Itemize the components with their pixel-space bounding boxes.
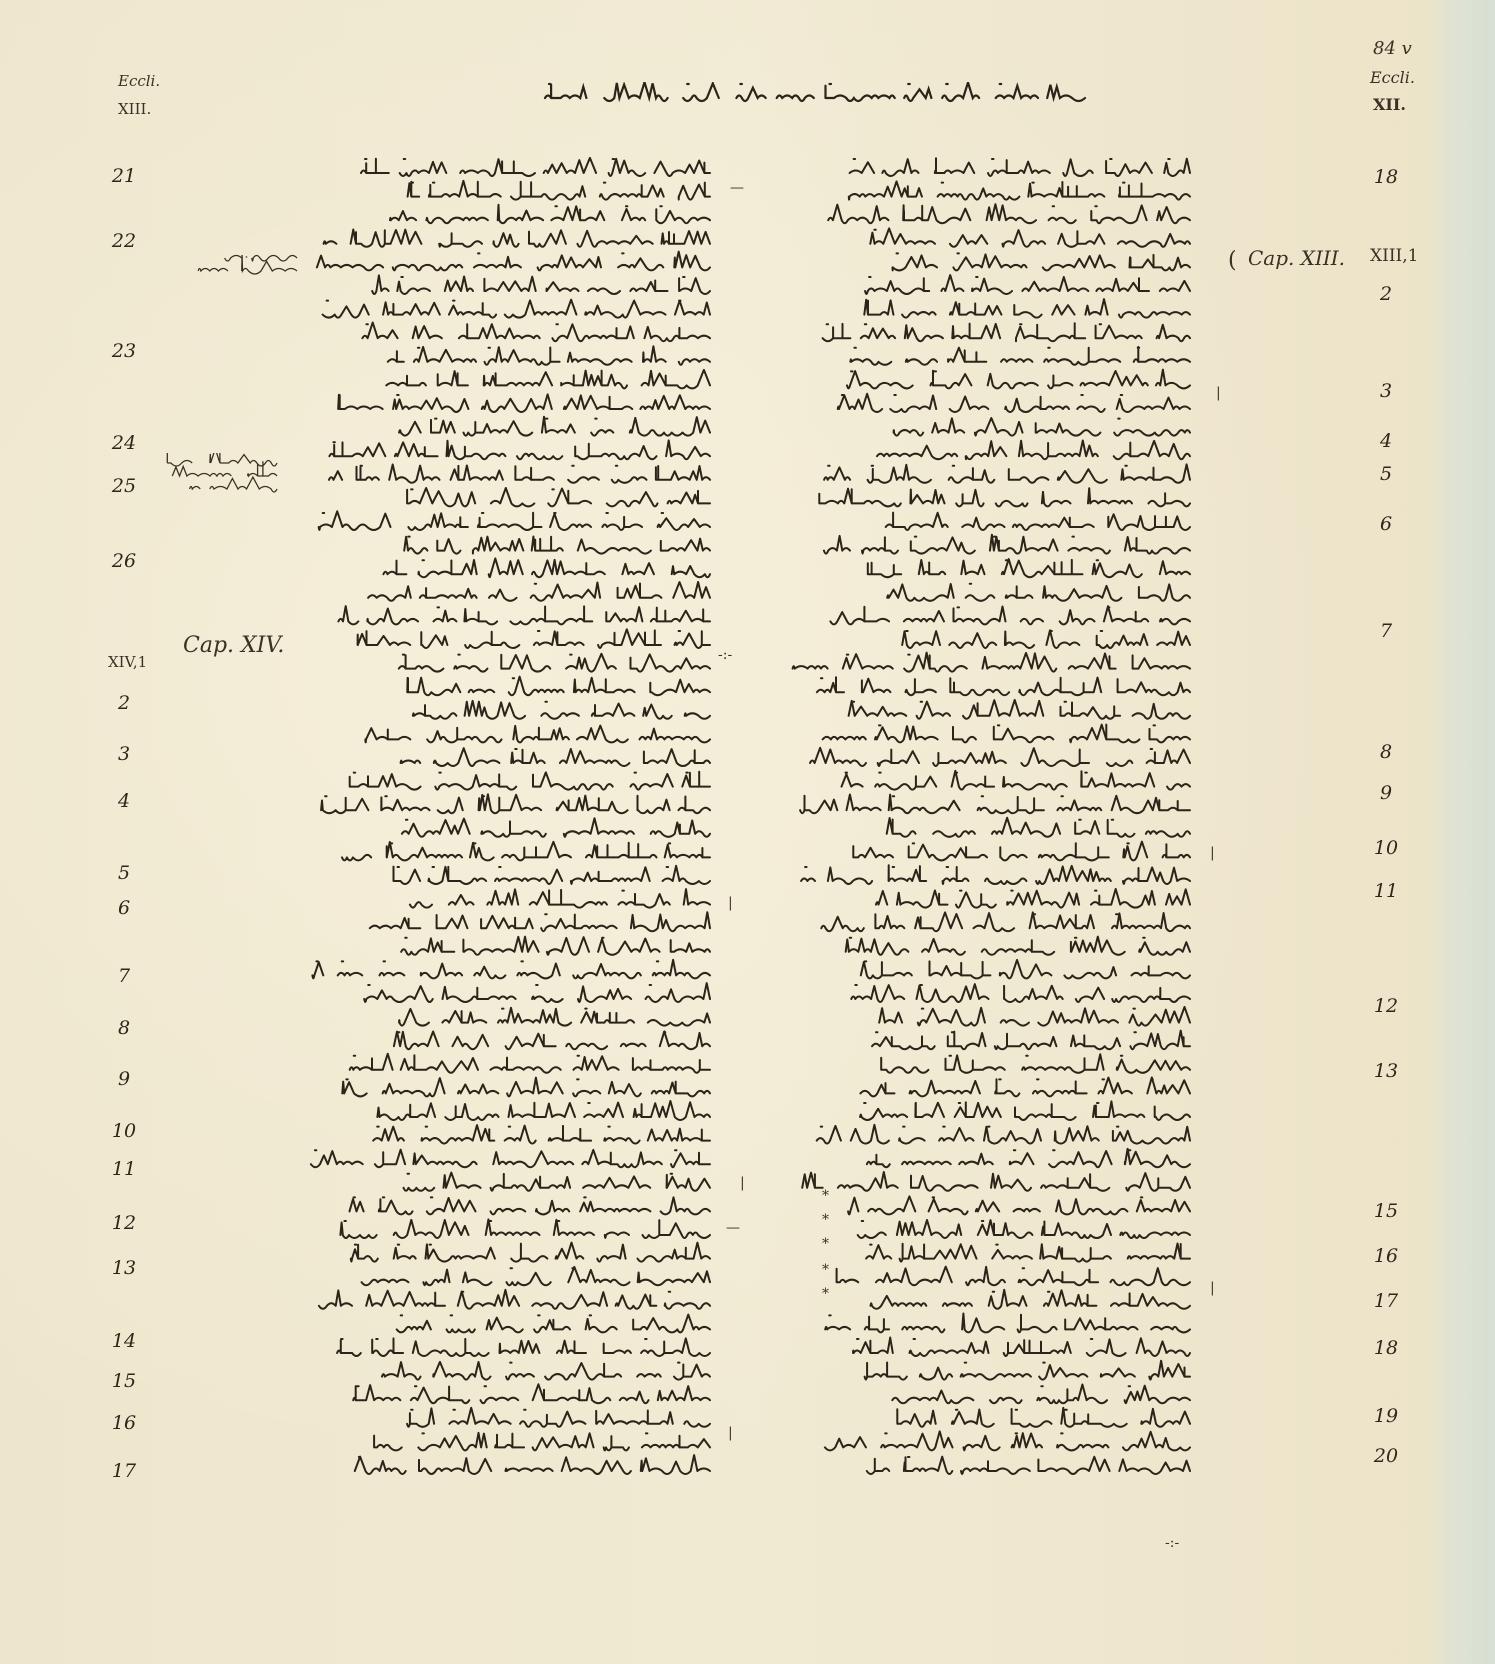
handwritten-line <box>848 1196 1190 1214</box>
handwritten-line <box>876 889 1190 908</box>
handwritten-line <box>870 228 1190 246</box>
handwritten-line <box>868 559 1190 577</box>
handwritten-line <box>374 1433 710 1451</box>
verse-number-left: 9 <box>117 1068 131 1090</box>
handwritten-line <box>350 1054 710 1073</box>
handwritten-line <box>860 1101 1190 1120</box>
verse-number-left: 5 <box>117 862 131 884</box>
handwritten-line <box>399 417 710 436</box>
verse-number-left: 11 <box>111 1158 137 1180</box>
verse-number-left: 13 <box>111 1257 137 1279</box>
cross-mark: -:- <box>718 647 733 663</box>
verse-number-left: 26 <box>111 550 137 572</box>
handwritten-line <box>337 1338 710 1356</box>
handwritten-line <box>362 323 710 342</box>
handwritten-line <box>407 488 710 506</box>
handwritten-line <box>324 230 710 247</box>
handwritten-line <box>823 323 1190 341</box>
handwritten-line <box>886 513 1190 530</box>
bar-mark: | <box>1210 845 1215 861</box>
handwritten-line <box>319 1290 710 1309</box>
handwritten-line <box>802 1172 1190 1191</box>
handwritten-line <box>370 912 710 931</box>
handwritten-line <box>340 1219 710 1238</box>
handwritten-line <box>351 1243 710 1262</box>
handwritten-line <box>860 1077 1190 1096</box>
handwritten-line <box>399 1008 710 1026</box>
handwritten-line <box>897 1408 1190 1427</box>
handwritten-line <box>800 795 1190 814</box>
handwritten-line <box>342 1078 710 1097</box>
handwritten-line <box>793 653 1190 672</box>
handwritten-line <box>355 1455 710 1474</box>
page-edge-tint <box>1425 0 1495 1664</box>
handwritten-line <box>319 511 710 530</box>
bar-mark: | <box>1210 1280 1215 1296</box>
verse-number-left: 6 <box>117 897 131 919</box>
handwritten-line <box>865 275 1190 294</box>
verse-number-right: 18 <box>1373 166 1399 188</box>
handwritten-line <box>817 677 1190 695</box>
handwritten-line <box>329 440 710 459</box>
handwritten-line <box>410 889 710 908</box>
handwritten-line <box>830 606 1190 624</box>
handwritten-line <box>867 1149 1190 1167</box>
handwritten-line <box>872 1031 1190 1050</box>
handwritten-line <box>338 606 710 624</box>
verse-number-left: 25 <box>111 475 137 497</box>
right-chapter-start-verse: XIII,1 <box>1370 246 1419 266</box>
chapter-note-left: Cap. XIV. <box>183 633 285 658</box>
running-head-right-chapter: XII. <box>1373 95 1406 114</box>
handwritten-line <box>810 748 1190 766</box>
handwritten-line <box>373 1125 710 1143</box>
verse-number-left: 7 <box>117 965 131 987</box>
handwritten-line <box>361 158 710 176</box>
verse-number-right: 5 <box>1379 463 1393 485</box>
handwritten-line <box>350 1197 711 1214</box>
handwritten-line <box>317 252 710 271</box>
handwritten-line <box>853 842 1190 861</box>
bar-mark: | <box>1216 385 1221 401</box>
handwritten-line <box>825 1314 1190 1333</box>
handwritten-line <box>368 582 710 601</box>
handwritten-line <box>887 818 1190 837</box>
verse-number-right: 2 <box>1379 283 1393 305</box>
verse-number-right: 13 <box>1373 1060 1399 1082</box>
handwritten-line <box>404 1173 711 1191</box>
dash-mark: — <box>726 1220 740 1236</box>
handwritten-line <box>851 984 1190 1002</box>
verse-number-left: 3 <box>117 743 131 765</box>
handwritten-line <box>390 205 710 223</box>
bar-mark: | <box>728 1425 733 1441</box>
verse-number-right: 4 <box>1379 430 1393 452</box>
verse-number-left: 10 <box>111 1120 137 1142</box>
chapter-note-right: Cap. XIII. <box>1248 246 1346 270</box>
handwritten-line <box>362 1267 710 1285</box>
page-header-title <box>505 82 1125 112</box>
asterisk-mark: * <box>822 1212 829 1228</box>
handwritten-line <box>338 394 710 412</box>
handwritten-line <box>850 158 1190 176</box>
left-column-text <box>300 155 720 1595</box>
handwritten-line <box>353 1384 710 1403</box>
handwritten-line <box>382 1362 710 1380</box>
asterisk-mark: * <box>822 1286 829 1302</box>
margin-gloss-24 <box>162 453 292 504</box>
verse-number-left: 17 <box>111 1460 137 1482</box>
handwritten-line <box>892 1385 1190 1404</box>
handwritten-line <box>877 441 1190 460</box>
handwritten-line <box>225 248 297 261</box>
handwritten-line <box>847 370 1190 389</box>
handwritten-line <box>864 299 1190 318</box>
verse-number-left: 12 <box>111 1212 137 1234</box>
handwritten-line <box>858 1220 1190 1238</box>
verse-number-right: 20 <box>1373 1445 1399 1467</box>
verse-number-right: 12 <box>1373 995 1399 1017</box>
asterisk-mark: * <box>822 1188 829 1204</box>
verse-number-left: 24 <box>111 432 137 454</box>
right-column-text <box>780 155 1200 1595</box>
handwritten-line <box>394 866 711 884</box>
verse-number-right: 11 <box>1373 880 1399 902</box>
handwritten-line <box>311 1150 710 1168</box>
handwritten-line <box>342 842 710 861</box>
verse-number-right: 18 <box>1373 1337 1399 1359</box>
handwritten-line <box>404 537 710 554</box>
handwritten-line <box>821 912 1190 931</box>
verse-number-left: 14 <box>111 1330 137 1352</box>
cross-mark: -:- <box>1165 1535 1180 1551</box>
verse-number-right: 8 <box>1379 741 1393 763</box>
running-head-right-book: Eccli. <box>1370 68 1415 87</box>
handwritten-line <box>823 725 1190 743</box>
handwritten-line <box>881 1054 1190 1073</box>
bar-mark: | <box>740 1175 745 1191</box>
gloss-scribble <box>182 248 302 284</box>
handwritten-line <box>866 1244 1190 1262</box>
handwritten-line <box>894 418 1190 436</box>
handwritten-line <box>817 1125 1190 1144</box>
verse-number-right: 9 <box>1379 782 1393 804</box>
verse-number-right: 6 <box>1379 513 1393 535</box>
handwritten-line <box>846 937 1190 955</box>
verse-number-left: 2 <box>117 692 131 714</box>
handwritten-line <box>819 488 1190 506</box>
handwritten-line <box>167 453 277 466</box>
verse-number-left: 21 <box>111 165 137 187</box>
handwritten-line <box>879 1007 1190 1026</box>
handwritten-line <box>365 726 710 743</box>
handwritten-line <box>383 558 710 577</box>
verse-number-right: 3 <box>1379 380 1393 402</box>
handwritten-line <box>397 1315 710 1333</box>
handwritten-line <box>545 82 1085 101</box>
verse-number-right: 17 <box>1373 1290 1399 1312</box>
dash-mark: — <box>730 180 744 196</box>
handwritten-line <box>861 960 1190 979</box>
handwritten-line <box>399 654 710 672</box>
handwritten-line <box>198 255 297 274</box>
handwritten-line <box>321 794 710 813</box>
handwritten-line <box>801 865 1190 884</box>
handwritten-line <box>413 701 710 719</box>
verse-number-right: 10 <box>1373 837 1399 859</box>
handwritten-line <box>837 1267 1190 1286</box>
handwritten-line <box>394 1031 710 1049</box>
handwritten-line <box>824 464 1190 482</box>
gloss-scribble <box>162 453 292 501</box>
running-head-left-chapter: XIII. <box>118 100 152 118</box>
verse-number-left: 15 <box>111 1370 137 1392</box>
handwritten-line <box>323 300 710 318</box>
handwritten-line <box>372 275 710 294</box>
handwritten-line <box>865 1361 1190 1380</box>
asterisk-mark: * <box>822 1262 829 1278</box>
folio-number: 84 v <box>1373 38 1412 59</box>
verse-number-left: 22 <box>111 230 137 252</box>
verse-number-right: 16 <box>1373 1245 1399 1267</box>
verse-number-right: 7 <box>1379 620 1393 642</box>
verse-number-left: 16 <box>111 1412 137 1434</box>
handwritten-line <box>825 1431 1190 1450</box>
margin-gloss-22 <box>182 248 302 287</box>
handwritten-line <box>329 465 710 483</box>
handwritten-line <box>402 818 710 837</box>
running-head-left-book: Eccli. <box>118 72 161 90</box>
handwritten-line <box>871 1290 1191 1309</box>
handwritten-line <box>887 584 1190 601</box>
handwritten-line <box>312 960 710 979</box>
handwritten-line <box>407 677 710 696</box>
handwritten-line <box>849 700 1190 719</box>
handwritten-line <box>190 477 277 492</box>
asterisk-mark: * <box>822 1236 829 1252</box>
verse-number-right: 19 <box>1373 1405 1399 1427</box>
handwritten-line <box>893 253 1191 270</box>
handwritten-line <box>401 748 710 766</box>
handwritten-line <box>377 1101 710 1120</box>
handwritten-line <box>388 346 710 365</box>
verse-number-right: 15 <box>1373 1200 1399 1222</box>
handwritten-line <box>842 771 1191 790</box>
handwritten-line <box>358 629 710 648</box>
handwritten-line <box>902 630 1190 648</box>
handwritten-line <box>407 1408 710 1427</box>
handwritten-line <box>853 1338 1190 1357</box>
handwritten-line <box>850 347 1190 365</box>
verse-number-left: 4 <box>117 790 131 812</box>
handwritten-line <box>867 1457 1190 1474</box>
handwritten-line <box>364 983 710 1002</box>
handwritten-line <box>828 204 1190 223</box>
chapter-bracket-mark: ( <box>1228 248 1237 273</box>
handwritten-line <box>849 181 1190 199</box>
left-chapter-start-verse: XIV,1 <box>108 653 148 671</box>
handwritten-line <box>408 181 710 200</box>
bar-mark: | <box>728 895 733 911</box>
handwritten-line <box>401 937 710 955</box>
handwritten-line <box>350 772 710 790</box>
handwritten-line <box>838 394 1190 412</box>
verse-number-left: 23 <box>111 340 137 362</box>
handwritten-line <box>824 535 1190 554</box>
verse-number-left: 8 <box>117 1017 131 1039</box>
handwritten-line <box>386 370 710 389</box>
